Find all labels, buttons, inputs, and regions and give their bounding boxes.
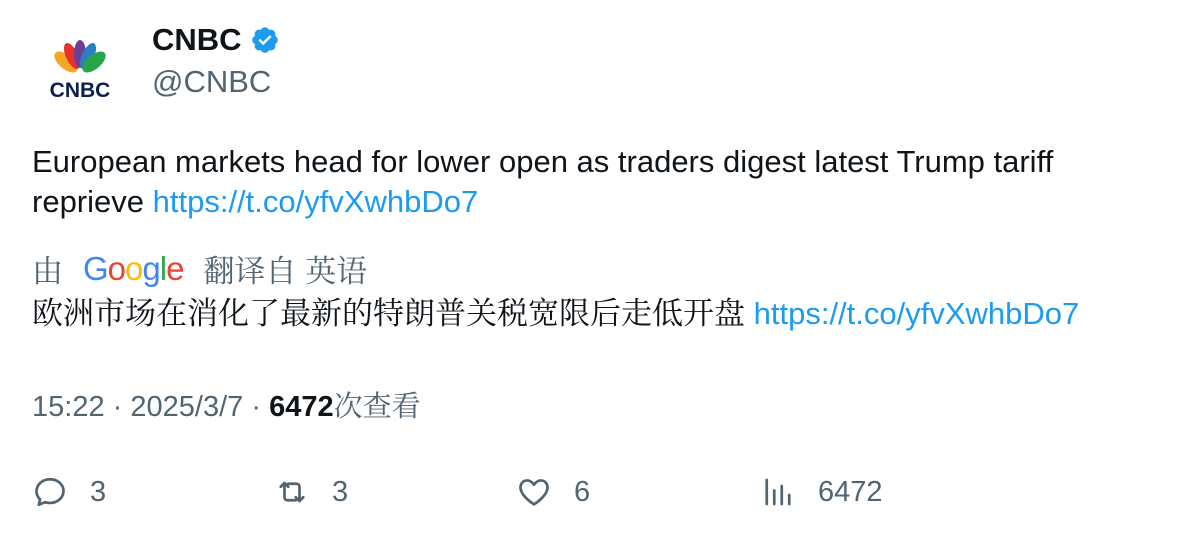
tweet-meta <box>32 384 421 425</box>
translation-by-label: 由 <box>32 254 63 289</box>
views-label: 次查看 <box>333 391 421 423</box>
tweet-time[interactable]: 15:22 <box>32 391 105 423</box>
translation-from-label: 翻译自 英语 <box>203 254 368 289</box>
translation-attribution <box>32 246 367 291</box>
analytics-icon <box>760 474 796 510</box>
views-button[interactable] <box>760 470 883 514</box>
tweet-text <box>32 142 1152 222</box>
avatar-wordmark: CNBC <box>49 79 111 102</box>
retweet-count: 3 <box>332 475 349 508</box>
display-name[interactable] <box>152 22 280 58</box>
cnbc-peacock-icon <box>32 26 128 122</box>
tweet-date[interactable]: 2025/3/7 <box>130 391 244 423</box>
reply-icon <box>32 474 68 510</box>
retweet-icon <box>274 474 310 510</box>
reply-button[interactable] <box>32 470 106 514</box>
reply-count: 3 <box>90 475 107 508</box>
views-action-count: 6472 <box>818 475 883 508</box>
meta-separator: · <box>112 391 123 423</box>
retweet-button[interactable] <box>274 470 348 514</box>
translated-text <box>32 294 1172 334</box>
handle[interactable]: @CNBC <box>152 64 272 99</box>
like-count: 6 <box>574 475 591 508</box>
translated-link[interactable]: https://t.co/yfvXwhbDo7 <box>753 296 1080 331</box>
tweet-link[interactable]: https://t.co/yfvXwhbDo7 <box>152 184 479 219</box>
avatar[interactable] <box>32 26 128 122</box>
action-bar <box>0 470 1196 514</box>
display-name-text: CNBC <box>152 22 242 57</box>
like-button[interactable] <box>516 470 590 514</box>
translated-text-content: 欧洲市场在消化了最新的特朗普关税宽限后走低开盘 <box>32 296 745 331</box>
meta-separator-2: · <box>251 391 261 423</box>
google-logo[interactable]: Google <box>83 249 184 287</box>
tweet-text-content: European markets head for lower open as traders digest latest Trump tariff reprieve <box>32 144 1054 219</box>
views-count: 6472 <box>269 391 334 423</box>
heart-icon <box>516 474 552 510</box>
verified-badge-icon <box>250 25 280 55</box>
